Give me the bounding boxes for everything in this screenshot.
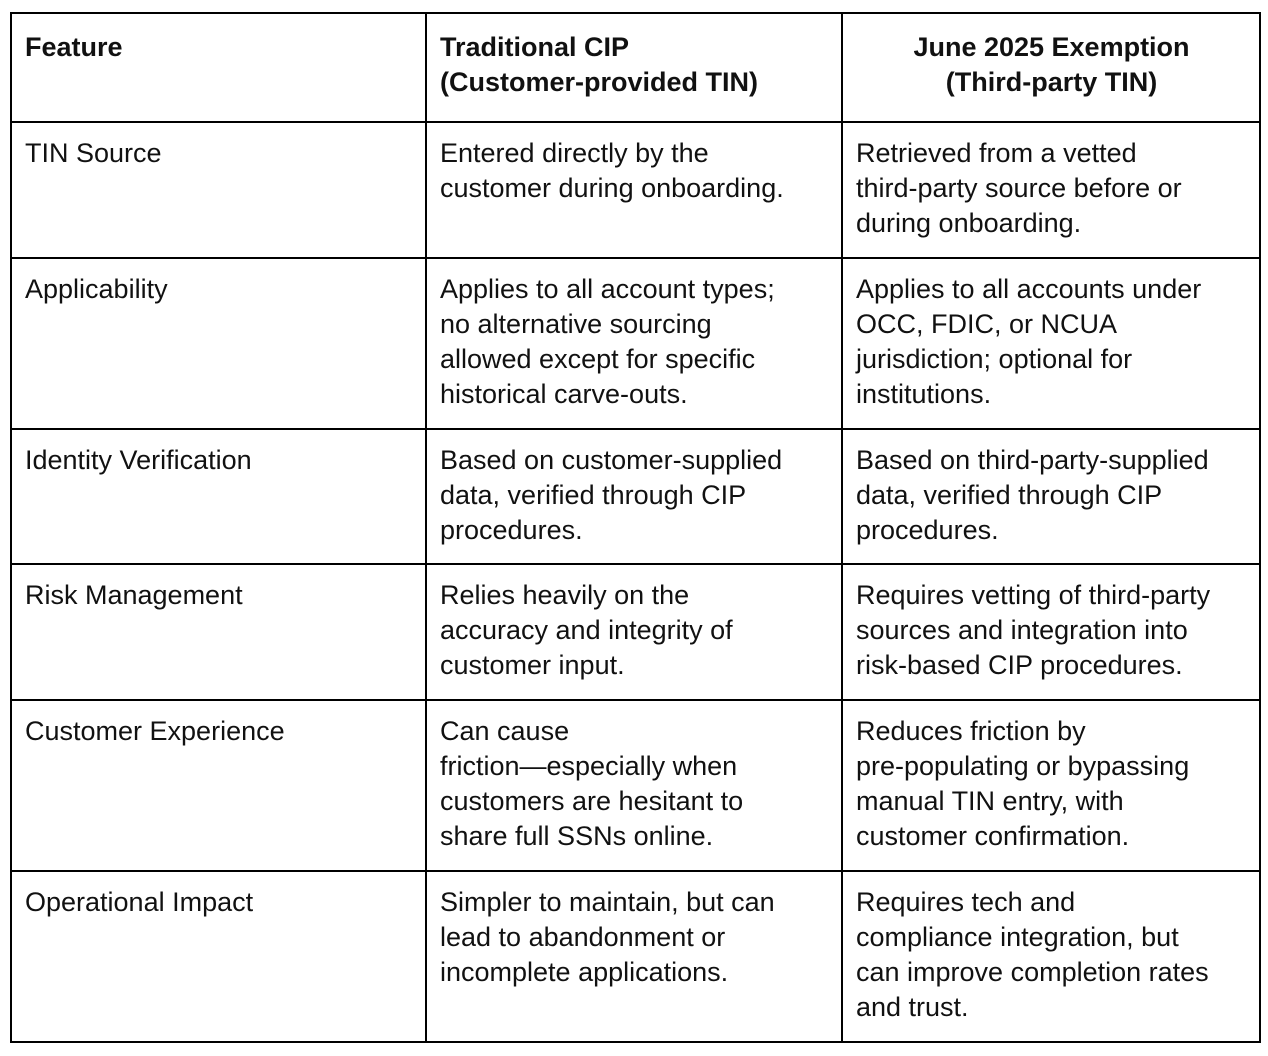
cell-line: during onboarding. [856, 208, 1082, 238]
exemption-cell [842, 429, 1260, 564]
exemption-cell [842, 122, 1260, 258]
traditional-cell [426, 429, 842, 564]
cell-text: Operational Impact [25, 887, 254, 917]
cell-line: Reduces friction by [856, 716, 1086, 746]
cell-line: procedures. [856, 515, 999, 545]
cell-line: Retrieved from a vetted [856, 138, 1137, 168]
cell-line: and trust. [856, 992, 969, 1022]
cell-line: Can cause [440, 716, 570, 746]
cell-line: customer during onboarding. [440, 173, 784, 203]
cell-line: Applies to all accounts under [856, 274, 1202, 304]
cell-line: incomplete applications. [440, 957, 729, 987]
cell-line: allowed except for specific [440, 344, 756, 374]
cell-line: customer confirmation. [856, 821, 1130, 851]
header-line: June 2025 Exemption [913, 32, 1190, 62]
table-row [11, 871, 1260, 1042]
cell-line: Based on customer-supplied [440, 445, 783, 475]
cell-line: data, verified through CIP [856, 480, 1163, 510]
cell-line: can improve completion rates [856, 957, 1209, 987]
header-line: Traditional CIP [440, 32, 630, 62]
feature-cell [11, 564, 426, 700]
cell-text: Risk Management [25, 580, 243, 610]
feature-cell [11, 871, 426, 1042]
feature-cell [11, 122, 426, 258]
exemption-cell [842, 564, 1260, 700]
cell-line: compliance integration, but [856, 922, 1179, 952]
cell-line: Relies heavily on the [440, 580, 690, 610]
cell-line: data, verified through CIP [440, 480, 747, 510]
cell-line: sources and integration into [856, 615, 1188, 645]
cell-line: jurisdiction; optional for [856, 344, 1133, 374]
header-line: (Customer-provided TIN) [440, 67, 759, 97]
cell-line: share full SSNs online. [440, 821, 714, 851]
cell-line: accuracy and integrity of [440, 615, 733, 645]
comparison-table [10, 12, 1261, 1043]
cell-line: Requires tech and [856, 887, 1076, 917]
cell-line: friction—especially when [440, 751, 738, 781]
cell-text: TIN Source [25, 138, 162, 168]
cell-line: pre-populating or bypassing [856, 751, 1190, 781]
cell-text: Customer Experience [25, 716, 285, 746]
table-row [11, 258, 1260, 429]
cell-line: Entered directly by the [440, 138, 709, 168]
cell-line: manual TIN entry, with [856, 786, 1124, 816]
cell-line: lead to abandonment or [440, 922, 726, 952]
header-feature [11, 13, 426, 122]
feature-cell [11, 429, 426, 564]
cell-line: historical carve-outs. [440, 379, 688, 409]
traditional-cell [426, 871, 842, 1042]
header-june-2025-exemption [842, 13, 1260, 122]
header-line: Feature [25, 32, 123, 62]
traditional-cell [426, 122, 842, 258]
exemption-cell [842, 871, 1260, 1042]
cell-line: customers are hesitant to [440, 786, 744, 816]
table-row [11, 564, 1260, 700]
feature-cell [11, 700, 426, 871]
header-row [11, 13, 1260, 122]
exemption-cell [842, 258, 1260, 429]
exemption-cell [842, 700, 1260, 871]
cell-line: Applies to all account types; [440, 274, 775, 304]
feature-cell [11, 258, 426, 429]
cell-line: no alternative sourcing [440, 309, 712, 339]
cell-line: third-party source before or [856, 173, 1182, 203]
comparison-table-container [10, 12, 1259, 1043]
table-row [11, 429, 1260, 564]
table-row [11, 122, 1260, 258]
header-traditional-cip [426, 13, 842, 122]
cell-text: Applicability [25, 274, 168, 304]
traditional-cell [426, 700, 842, 871]
traditional-cell [426, 564, 842, 700]
cell-line: Based on third-party-supplied [856, 445, 1209, 475]
traditional-cell [426, 258, 842, 429]
header-line: (Third-party TIN) [945, 67, 1158, 97]
table-row [11, 700, 1260, 871]
cell-line: customer input. [440, 650, 625, 680]
cell-line: Requires vetting of third-party [856, 580, 1211, 610]
cell-line: institutions. [856, 379, 992, 409]
cell-line: risk-based CIP procedures. [856, 650, 1183, 680]
cell-line: procedures. [440, 515, 583, 545]
cell-line: Simpler to maintain, but can [440, 887, 775, 917]
cell-line: OCC, FDIC, or NCUA [856, 309, 1118, 339]
cell-text: Identity Verification [25, 445, 252, 475]
